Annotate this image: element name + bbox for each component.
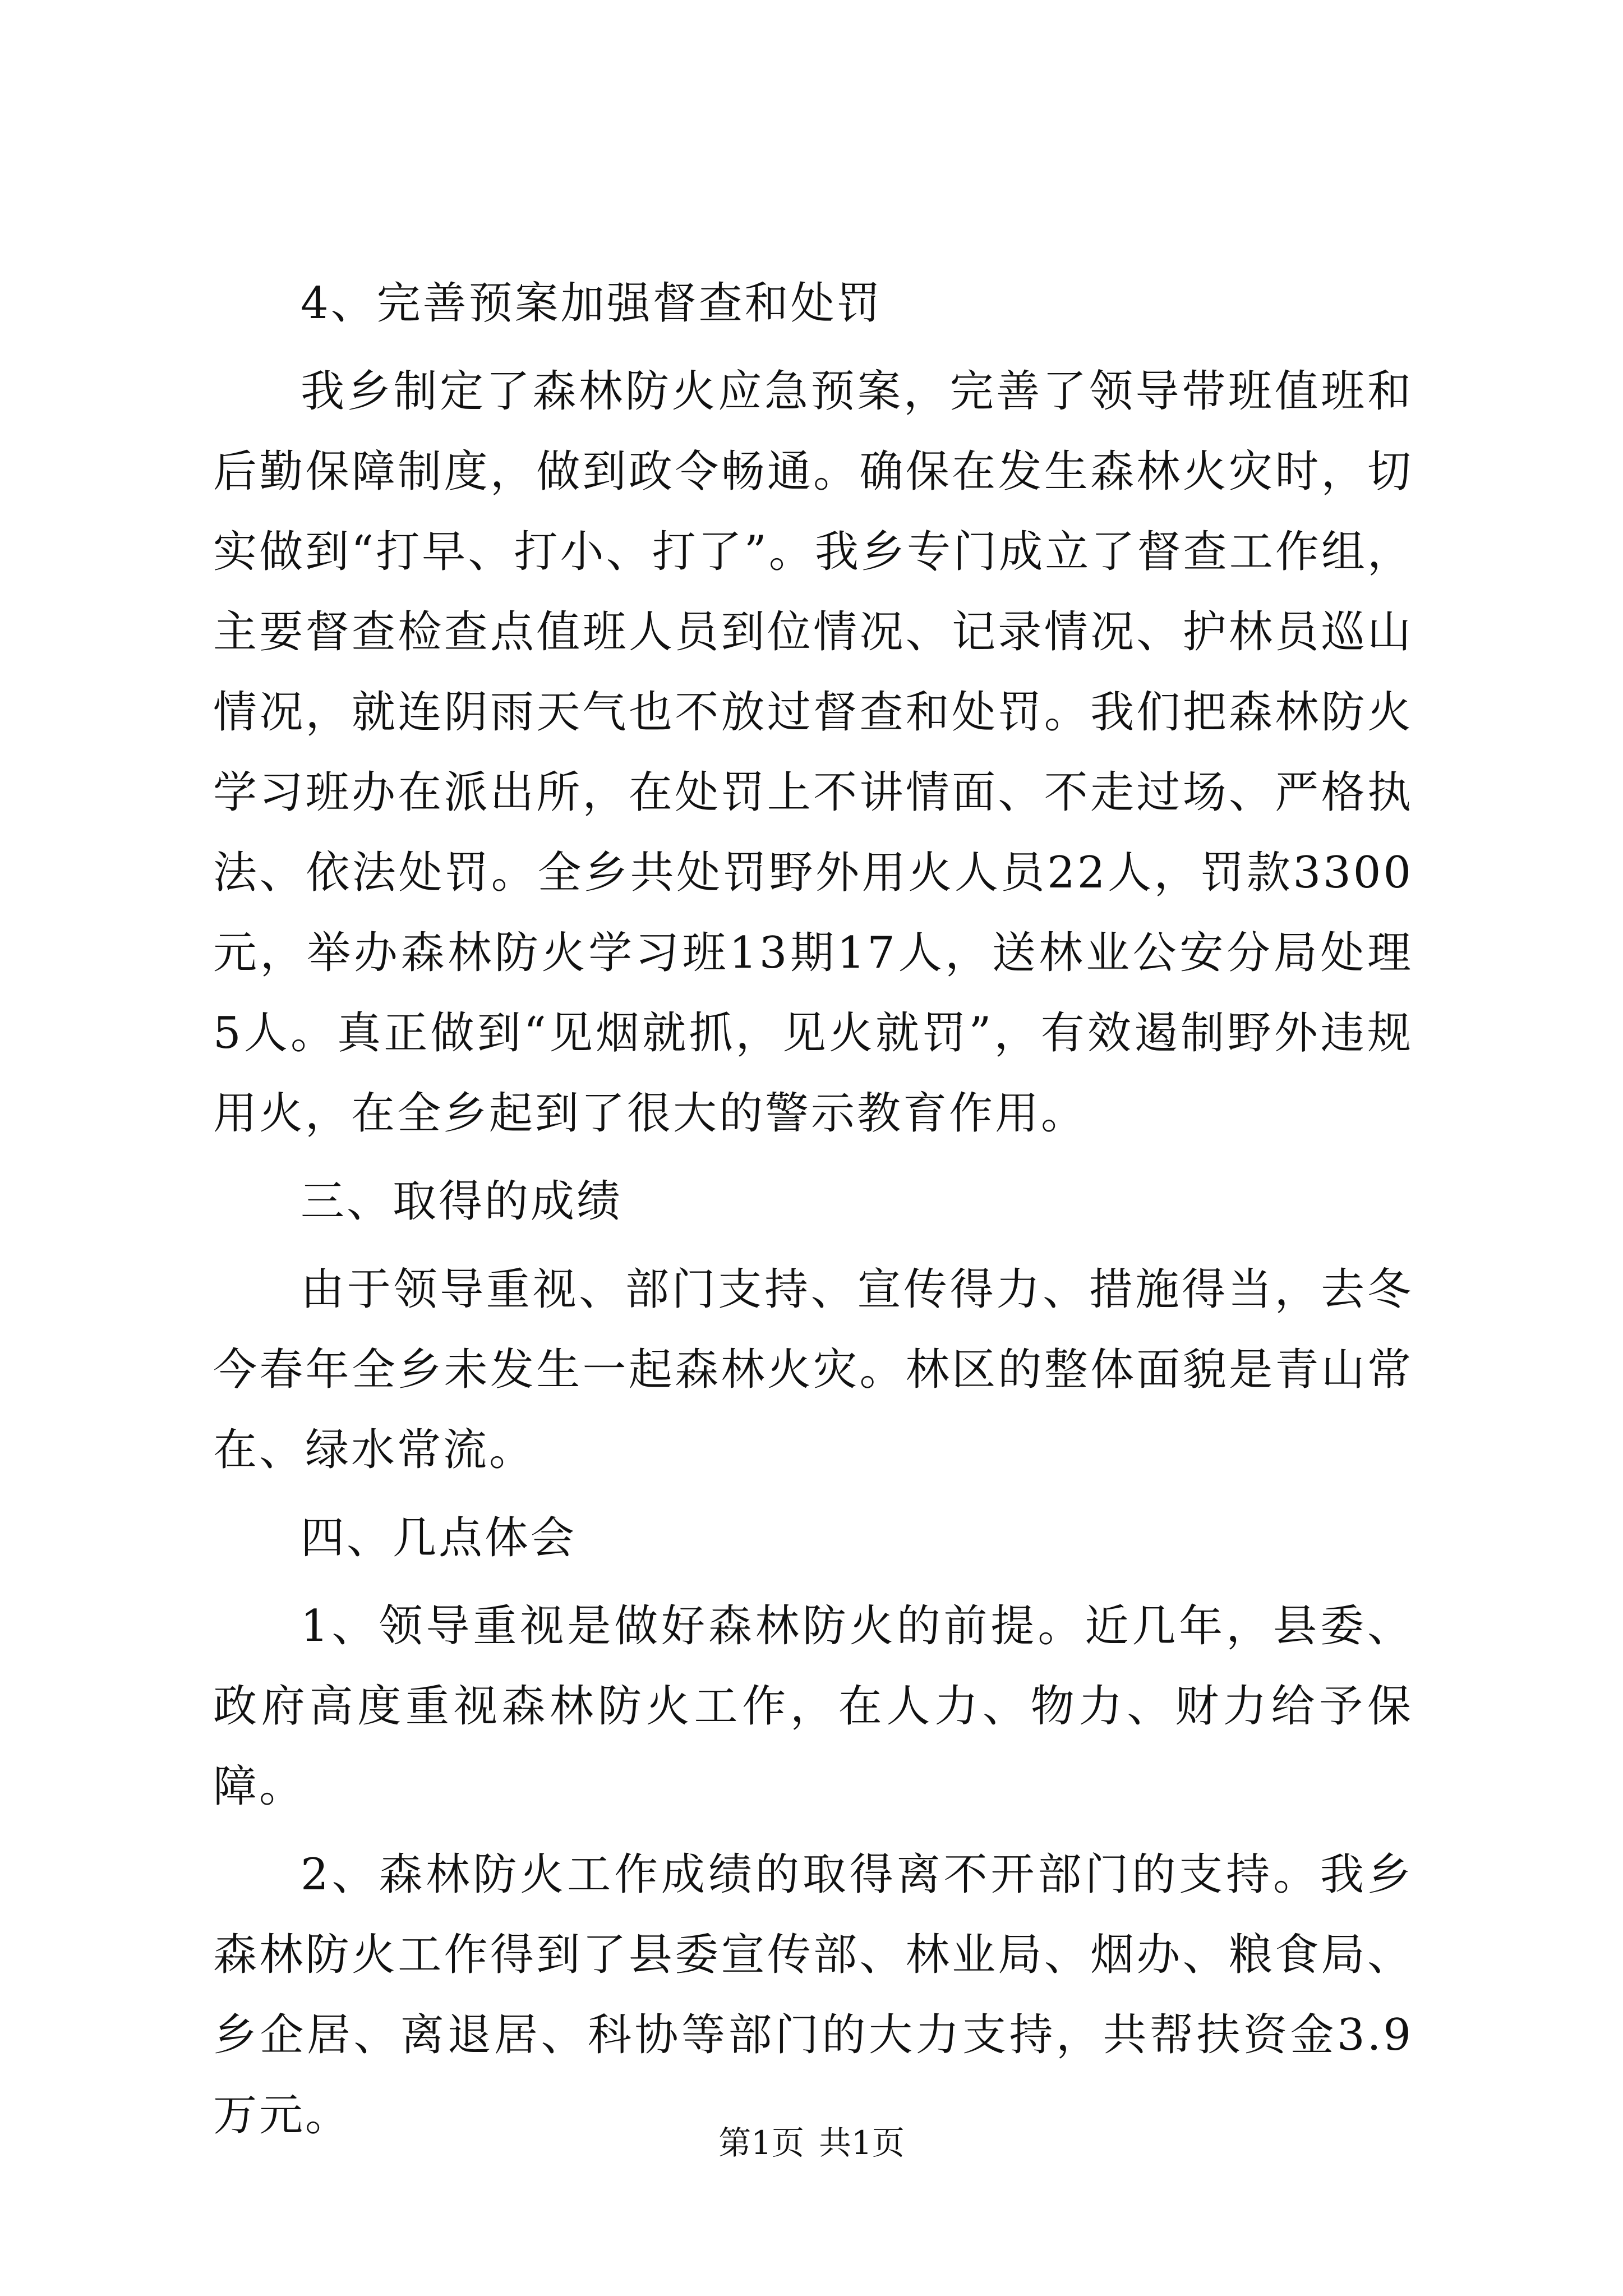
- paragraph-achievements: 由于领导重视、部门支持、宣传得力、措施得当，去冬今春年全乡未发生一起森林火灾。林区的整体面貌是青山常在、绿水常流。: [213, 1264, 1413, 1475]
- document-body: [213, 264, 1413, 2164]
- paragraph-supervision-penalties: 我乡制定了森林防火应急预案，完善了领导带班值班和后勤保障制度，做到政令畅通。确保在发生森林火灾时，切实做到“打早、打小、打了”。我乡专门成立了督查工作组，主要督查检查点值班人员到位情况、记录情况、护林员巡山情况，就连阴雨天气也不放过督查和处罚。我们把森林防火学习班办在派出所，在处罚上不讲情面、不走过场、严格执法、依法处罚。全乡共处罚野外用火人员22人，罚款3300元，举办森林防火学习班13期17人，送林业公安分局处理5人。真正做到“见烟就抓，见火就罚”，有效遏制野外违规用火，在全乡起到了很大的警示教育作用。: [213, 366, 1413, 1139]
- section-heading-achievements: 三、取得的成绩: [301, 1176, 623, 1227]
- page-total: 共1页: [819, 2124, 905, 2162]
- section-heading-improve-plans: 4、完善预案加强督查和处罚: [301, 278, 883, 329]
- page-number: 第1页: [718, 2124, 804, 2162]
- page-footer: [0, 2120, 1623, 2165]
- section-heading-experiences: 四、几点体会: [301, 1513, 577, 1563]
- paragraph-experience-leadership: 1、领导重视是做好森林防火的前提。近几年，县委、政府高度重视森林防火工作，在人力、物力、财力给予保障。: [213, 1601, 1413, 1812]
- paragraph-experience-department-support: 2、森林防火工作成绩的取得离不开部门的支持。我乡森林防火工作得到了县委宣传部、林业局、烟办、粮食局、乡企居、离退居、科协等部门的大力支持，共帮扶资金3.9万元。: [213, 1849, 1413, 2141]
